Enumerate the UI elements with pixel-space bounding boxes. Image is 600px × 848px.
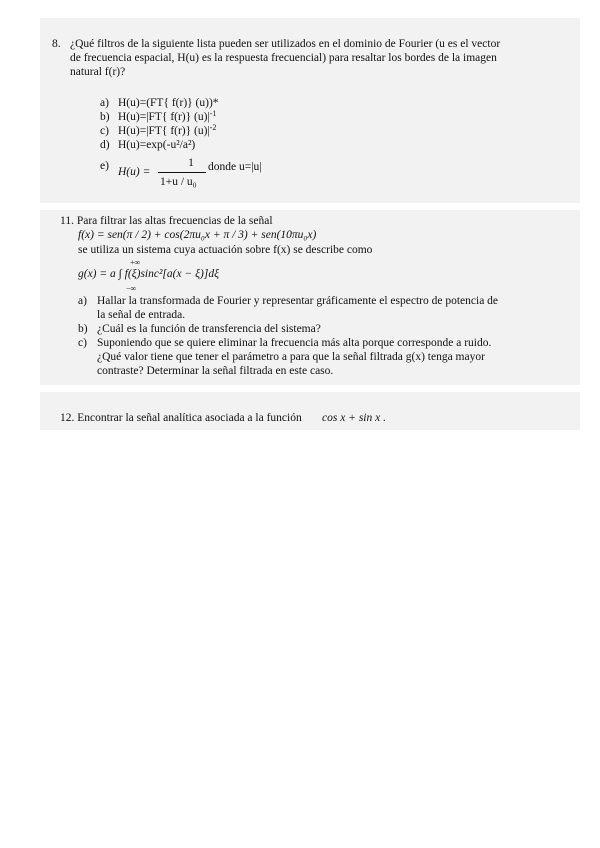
option-c-label: c) <box>100 125 109 137</box>
problem-11-a-label: a) <box>78 295 87 307</box>
problem-11-formula-2: g(x) = a ∫ f(ξ)sinc²[a(x − ξ)]dξ <box>78 268 219 280</box>
problem-11-a-line-2: la señal de entrada. <box>97 309 186 321</box>
problem-11-c-line-2: ¿Qué valor tiene que tener el parámetro a para que la señal filtrada g(x) tenga mayor <box>97 351 485 363</box>
option-b-text: H(u)=|FT{ f(r)} (u)| <box>118 111 210 123</box>
option-b <box>118 110 216 124</box>
problem-11-intro: 11. Para filtrar las altas frecuencias de la señal <box>60 215 273 227</box>
integral-lower-limit: −∞ <box>126 284 137 293</box>
option-c-text: H(u)=|FT{ f(r)} (u)| <box>118 125 210 137</box>
option-e-fraction-bar <box>158 172 206 173</box>
option-c <box>118 124 216 138</box>
option-e-denominator: 1+u / u₀ <box>160 176 197 188</box>
problem-11-b-line-1: ¿Cuál es la función de transferencia del sistema? <box>97 323 321 335</box>
option-b-label: b) <box>100 111 110 123</box>
option-a-label: a) <box>100 97 109 109</box>
option-e-lhs: H(u) = <box>118 166 151 178</box>
option-e-label: e) <box>100 160 109 172</box>
problem-8-line-1: ¿Qué filtros de la siguiente lista pueden ser utilizados en el dominio de Fourier (u es el vector <box>70 38 501 50</box>
problem-11-c-line-1: Suponiendo que se quiere eliminar la frecuencia más alta porque corresponde a ruido. <box>97 337 492 349</box>
option-c-exponent: -2 <box>209 123 217 132</box>
problem-11-c-line-3: contraste? Determinar la señal filtrada en este caso. <box>97 365 334 377</box>
option-e-suffix: donde u=|u| <box>208 161 262 173</box>
integral-upper-limit: +∞ <box>130 258 141 267</box>
option-d-label: d) <box>100 139 110 151</box>
problem-8-line-3: natural f(r)? <box>70 66 126 78</box>
problem-8-number: 8. <box>52 38 61 50</box>
problem-12-text: 12. Encontrar la señal analítica asociada a la función <box>60 412 302 424</box>
problem-11-b-label: b) <box>78 323 88 335</box>
problem-11-line-2: se utiliza un sistema cuya actuación sobre f(x) se describe como <box>78 244 373 256</box>
option-b-exponent: -1 <box>209 109 217 118</box>
option-e-numerator: 1 <box>188 157 194 169</box>
option-a-text: H(u)=(FT{ f(r)} (u))* <box>118 97 219 109</box>
option-d-text: H(u)=exp(-u²/a²) <box>118 139 196 151</box>
problem-12-formula: cos x + sin x . <box>322 412 386 424</box>
problem-11-c-label: c) <box>78 337 87 349</box>
problem-8-line-2: de frecuencia espacial, H(u) es la respuesta frecuencial) para resaltar los bordes de la imagen <box>70 52 497 64</box>
problem-11-a-line-1: Hallar la transformada de Fourier y representar gráficamente el espectro de potencia de <box>97 295 499 307</box>
problem-11-formula-1: f(x) = sen(π / 2) + cos(2πu₀x + π / 3) + sen(10πu₀x) <box>78 229 317 241</box>
